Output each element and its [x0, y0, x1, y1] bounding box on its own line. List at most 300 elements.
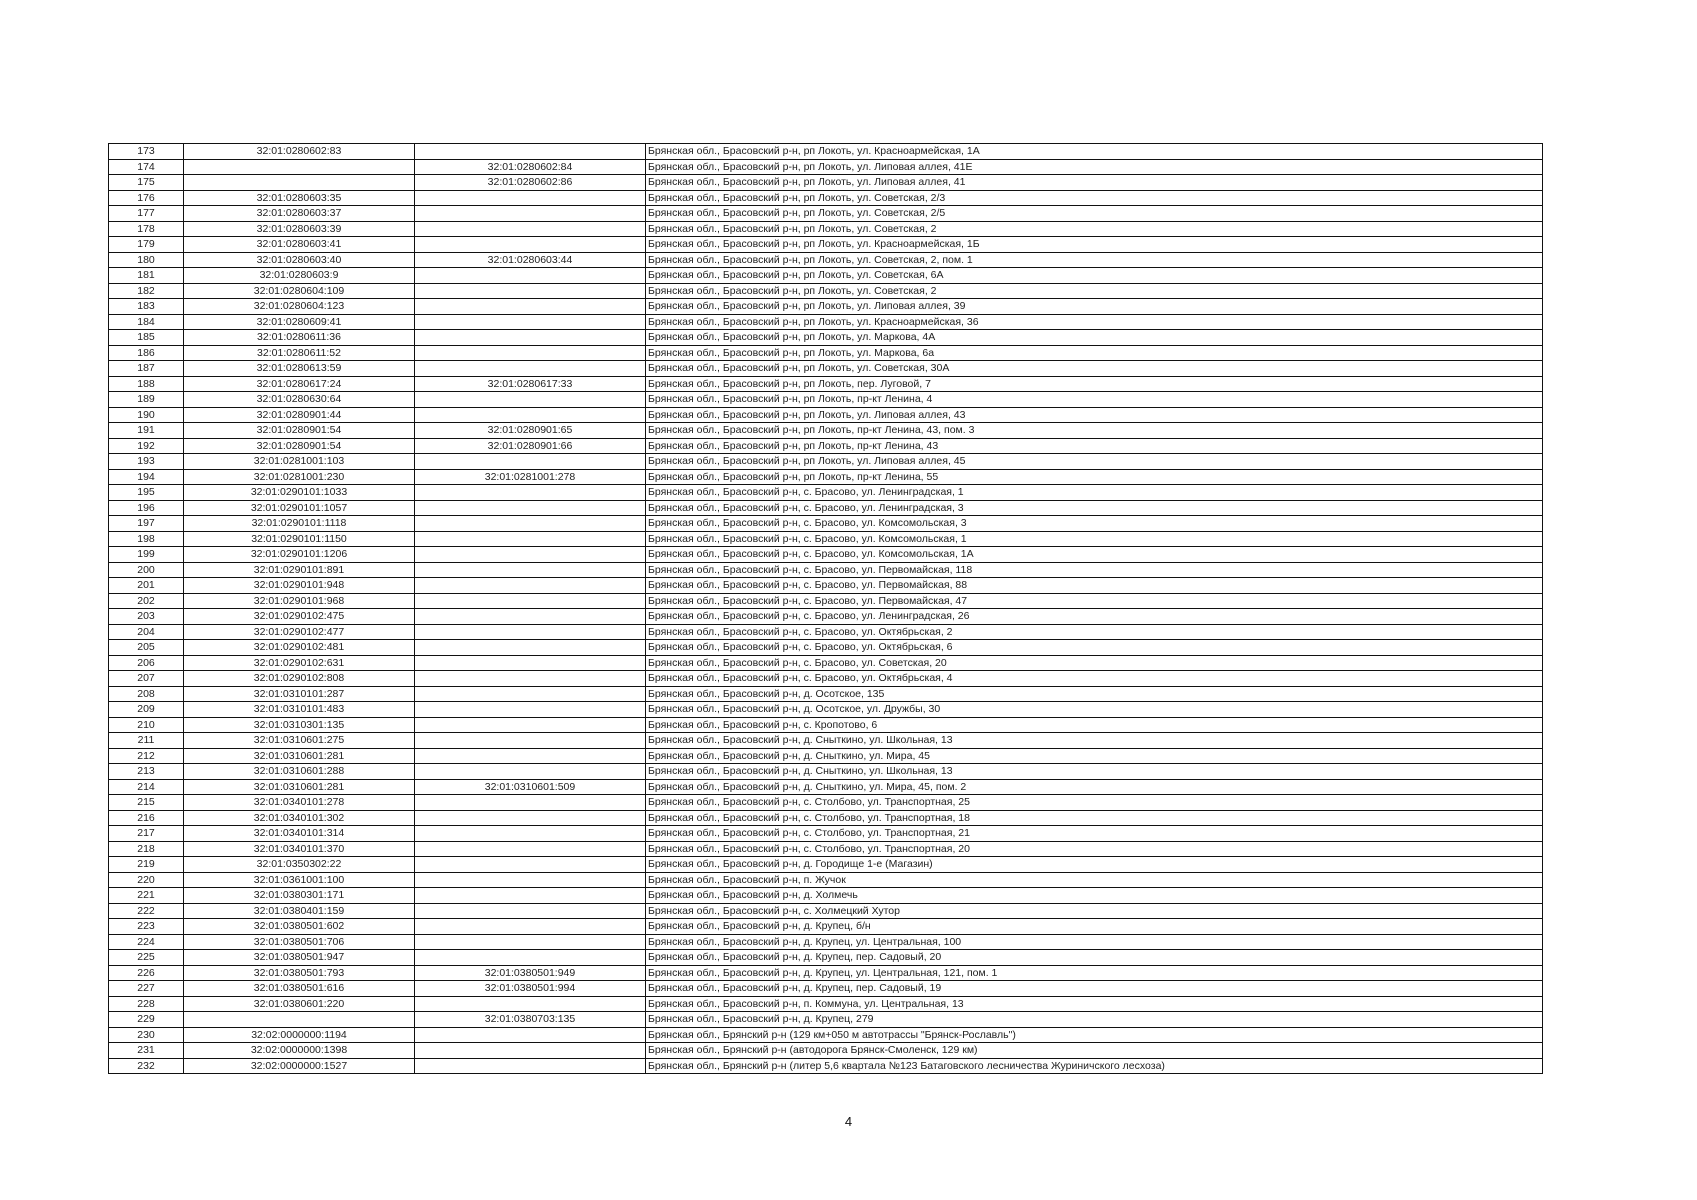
row-number-cell: 228 — [109, 996, 184, 1012]
cadastral-number-cell: 32:01:0340101:278 — [184, 795, 415, 811]
cadastral-number-cell: 32:01:0310101:287 — [184, 686, 415, 702]
address-cell: Брянская обл., Брасовский р-н, д. Крупец, пер. Садовый, 20 — [646, 950, 1543, 966]
cadastral-number-cell: 32:01:0340101:314 — [184, 826, 415, 842]
table-row — [109, 159, 1543, 175]
row-number-cell: 178 — [109, 221, 184, 237]
table-row — [109, 872, 1543, 888]
address-cell: Брянская обл., Брасовский р-н, рп Локоть, ул. Липовая аллея, 43 — [646, 407, 1543, 423]
address-cell: Брянская обл., Брасовский р-н, с. Брасово, ул. Ленинградская, 3 — [646, 500, 1543, 516]
premises-cadastral-number-cell — [415, 996, 646, 1012]
premises-cadastral-number-cell — [415, 1043, 646, 1059]
row-number-cell: 191 — [109, 423, 184, 439]
cadastral-number-cell: 32:01:0280602:83 — [184, 144, 415, 160]
address-cell: Брянская обл., Брасовский р-н, с. Брасово, ул. Первомайская, 47 — [646, 593, 1543, 609]
table-row — [109, 857, 1543, 873]
row-number-cell: 205 — [109, 640, 184, 656]
row-number-cell: 218 — [109, 841, 184, 857]
table-row — [109, 500, 1543, 516]
premises-cadastral-number-cell: 32:01:0380703:135 — [415, 1012, 646, 1028]
table-row — [109, 934, 1543, 950]
table-row — [109, 965, 1543, 981]
address-cell: Брянская обл., Брасовский р-н, рп Локоть, пр-кт Ленина, 4 — [646, 392, 1543, 408]
row-number-cell: 176 — [109, 190, 184, 206]
table-row — [109, 438, 1543, 454]
premises-cadastral-number-cell: 32:01:0281001:278 — [415, 469, 646, 485]
table-row — [109, 562, 1543, 578]
address-cell: Брянская обл., Брасовский р-н, с. Холмецкий Хутор — [646, 903, 1543, 919]
row-number-cell: 180 — [109, 252, 184, 268]
table-row — [109, 516, 1543, 532]
address-cell: Брянская обл., Брасовский р-н, д. Крупец, б/н — [646, 919, 1543, 935]
row-number-cell: 202 — [109, 593, 184, 609]
table-row — [109, 314, 1543, 330]
cadastral-number-cell: 32:01:0280604:123 — [184, 299, 415, 315]
table-row — [109, 609, 1543, 625]
premises-cadastral-number-cell — [415, 299, 646, 315]
premises-cadastral-number-cell — [415, 454, 646, 470]
premises-cadastral-number-cell — [415, 1058, 646, 1074]
cadastral-number-cell: 32:01:0290102:477 — [184, 624, 415, 640]
address-cell: Брянская обл., Брасовский р-н, с. Брасово, ул. Комсомольская, 1А — [646, 547, 1543, 563]
table-row — [109, 1058, 1543, 1074]
cadastral-number-cell: 32:01:0340101:302 — [184, 810, 415, 826]
table-row — [109, 392, 1543, 408]
row-number-cell: 177 — [109, 206, 184, 222]
address-cell: Брянская обл., Брасовский р-н, с. Брасово, ул. Ленинградская, 1 — [646, 485, 1543, 501]
address-cell: Брянская обл., Брасовский р-н, с. Столбово, ул. Транспортная, 25 — [646, 795, 1543, 811]
row-number-cell: 195 — [109, 485, 184, 501]
cadastral-number-cell: 32:01:0290101:1057 — [184, 500, 415, 516]
premises-cadastral-number-cell: 32:01:0280901:66 — [415, 438, 646, 454]
row-number-cell: 193 — [109, 454, 184, 470]
cadastral-number-cell: 32:01:0310601:275 — [184, 733, 415, 749]
row-number-cell: 208 — [109, 686, 184, 702]
row-number-cell: 209 — [109, 702, 184, 718]
row-number-cell: 196 — [109, 500, 184, 516]
address-cell: Брянская обл., Брасовский р-н, д. Крупец, 279 — [646, 1012, 1543, 1028]
cadastral-number-cell: 32:01:0290102:475 — [184, 609, 415, 625]
premises-cadastral-number-cell — [415, 531, 646, 547]
address-cell: Брянская обл., Брасовский р-н, д. Сныткино, ул. Мира, 45 — [646, 748, 1543, 764]
row-number-cell: 206 — [109, 655, 184, 671]
table-row — [109, 299, 1543, 315]
address-cell: Брянская обл., Брасовский р-н, рп Локоть, ул. Липовая аллея, 39 — [646, 299, 1543, 315]
table-row — [109, 640, 1543, 656]
premises-cadastral-number-cell — [415, 392, 646, 408]
row-number-cell: 198 — [109, 531, 184, 547]
table-row — [109, 361, 1543, 377]
table-row — [109, 469, 1543, 485]
table-row — [109, 531, 1543, 547]
table-row — [109, 733, 1543, 749]
premises-cadastral-number-cell — [415, 221, 646, 237]
row-number-cell: 226 — [109, 965, 184, 981]
table-row — [109, 237, 1543, 253]
row-number-cell: 212 — [109, 748, 184, 764]
table-row — [109, 748, 1543, 764]
premises-cadastral-number-cell — [415, 485, 646, 501]
cadastral-number-cell: 32:01:0280630:64 — [184, 392, 415, 408]
cadastral-number-cell: 32:01:0380501:706 — [184, 934, 415, 950]
premises-cadastral-number-cell — [415, 841, 646, 857]
cadastral-number-cell — [184, 1012, 415, 1028]
row-number-cell: 183 — [109, 299, 184, 315]
table-row — [109, 252, 1543, 268]
table-row — [109, 826, 1543, 842]
premises-cadastral-number-cell: 32:01:0380501:949 — [415, 965, 646, 981]
table-row — [109, 547, 1543, 563]
row-number-cell: 222 — [109, 903, 184, 919]
premises-cadastral-number-cell — [415, 547, 646, 563]
row-number-cell: 174 — [109, 159, 184, 175]
table-row — [109, 175, 1543, 191]
row-number-cell: 213 — [109, 764, 184, 780]
cadastral-number-cell: 32:02:0000000:1194 — [184, 1027, 415, 1043]
row-number-cell: 187 — [109, 361, 184, 377]
address-cell: Брянская обл., Брасовский р-н, д. Осотское, 135 — [646, 686, 1543, 702]
row-number-cell: 184 — [109, 314, 184, 330]
address-cell: Брянская обл., Брасовский р-н, рп Локоть, ул. Советская, 2/3 — [646, 190, 1543, 206]
premises-cadastral-number-cell — [415, 345, 646, 361]
row-number-cell: 229 — [109, 1012, 184, 1028]
cadastral-number-cell: 32:01:0340101:370 — [184, 841, 415, 857]
premises-cadastral-number-cell — [415, 810, 646, 826]
premises-cadastral-number-cell — [415, 1027, 646, 1043]
table-row — [109, 1012, 1543, 1028]
cadastral-number-cell: 32:01:0280611:52 — [184, 345, 415, 361]
address-cell: Брянская обл., Брасовский р-н, п. Коммуна, ул. Центральная, 13 — [646, 996, 1543, 1012]
row-number-cell: 186 — [109, 345, 184, 361]
address-cell: Брянская обл., Брасовский р-н, рп Локоть, ул. Красноармейская, 1Б — [646, 237, 1543, 253]
table-row — [109, 485, 1543, 501]
premises-cadastral-number-cell — [415, 934, 646, 950]
cadastral-number-cell: 32:01:0280901:54 — [184, 423, 415, 439]
cadastral-number-cell: 32:01:0380501:947 — [184, 950, 415, 966]
row-number-cell: 182 — [109, 283, 184, 299]
address-cell: Брянская обл., Брасовский р-н, рп Локоть, ул. Красноармейская, 36 — [646, 314, 1543, 330]
premises-cadastral-number-cell — [415, 950, 646, 966]
premises-cadastral-number-cell — [415, 314, 646, 330]
address-cell: Брянская обл., Брасовский р-н, с. Столбово, ул. Транспортная, 18 — [646, 810, 1543, 826]
address-cell: Брянская обл., Брасовский р-н, д. Сныткино, ул. Школьная, 13 — [646, 764, 1543, 780]
address-cell: Брянская обл., Брасовский р-н, с. Брасово, ул. Советская, 20 — [646, 655, 1543, 671]
row-number-cell: 200 — [109, 562, 184, 578]
table-row — [109, 206, 1543, 222]
address-cell: Брянская обл., Брасовский р-н, с. Брасово, ул. Октябрьская, 4 — [646, 671, 1543, 687]
row-number-cell: 216 — [109, 810, 184, 826]
premises-cadastral-number-cell — [415, 795, 646, 811]
address-cell: Брянская обл., Брасовский р-н, д. Осотское, ул. Дружбы, 30 — [646, 702, 1543, 718]
row-number-cell: 194 — [109, 469, 184, 485]
row-number-cell: 221 — [109, 888, 184, 904]
table-row — [109, 144, 1543, 160]
table-row — [109, 919, 1543, 935]
address-cell: Брянская обл., Брасовский р-н, с. Столбово, ул. Транспортная, 21 — [646, 826, 1543, 842]
address-cell: Брянская обл., Брасовский р-н, рп Локоть, ул. Советская, 2/5 — [646, 206, 1543, 222]
table-row — [109, 841, 1543, 857]
address-cell: Брянская обл., Брасовский р-н, рп Локоть, пр-кт Ленина, 43 — [646, 438, 1543, 454]
cadastral-number-cell: 32:01:0280604:109 — [184, 283, 415, 299]
premises-cadastral-number-cell — [415, 593, 646, 609]
address-cell: Брянская обл., Брасовский р-н, рп Локоть, ул. Маркова, 4А — [646, 330, 1543, 346]
cadastral-number-cell: 32:01:0290101:891 — [184, 562, 415, 578]
address-cell: Брянская обл., Брянский р-н (литер 5,6 квартала №123 Батаговского лесничества Журиничского лесхоза) — [646, 1058, 1543, 1074]
cadastral-number-cell: 32:01:0280603:37 — [184, 206, 415, 222]
premises-cadastral-number-cell: 32:01:0280602:86 — [415, 175, 646, 191]
table-row — [109, 1027, 1543, 1043]
cadastral-number-cell: 32:01:0290101:1206 — [184, 547, 415, 563]
cadastral-number-cell: 32:01:0280603:39 — [184, 221, 415, 237]
table-row — [109, 593, 1543, 609]
premises-cadastral-number-cell: 32:01:0280602:84 — [415, 159, 646, 175]
table-row — [109, 407, 1543, 423]
address-cell: Брянская обл., Брасовский р-н, с. Брасово, ул. Октябрьская, 2 — [646, 624, 1543, 640]
table-row — [109, 779, 1543, 795]
cadastral-number-cell: 32:01:0380401:159 — [184, 903, 415, 919]
table-row — [109, 345, 1543, 361]
cadastral-number-cell: 32:01:0380601:220 — [184, 996, 415, 1012]
address-cell: Брянская обл., Брасовский р-н, рп Локоть, ул. Маркова, 6а — [646, 345, 1543, 361]
address-cell: Брянская обл., Брасовский р-н, рп Локоть, пр-кт Ленина, 43, пом. 3 — [646, 423, 1543, 439]
cadastral-number-cell: 32:01:0380501:602 — [184, 919, 415, 935]
row-number-cell: 210 — [109, 717, 184, 733]
row-number-cell: 204 — [109, 624, 184, 640]
premises-cadastral-number-cell: 32:01:0280901:65 — [415, 423, 646, 439]
premises-cadastral-number-cell — [415, 624, 646, 640]
premises-cadastral-number-cell — [415, 330, 646, 346]
premises-cadastral-number-cell: 32:01:0380501:994 — [415, 981, 646, 997]
cadastral-number-cell: 32:01:0290102:808 — [184, 671, 415, 687]
premises-cadastral-number-cell — [415, 237, 646, 253]
table-row — [109, 981, 1543, 997]
address-cell: Брянская обл., Брянский р-н (129 км+050 м автотрассы "Брянск-Рославль") — [646, 1027, 1543, 1043]
row-number-cell: 185 — [109, 330, 184, 346]
row-number-cell: 227 — [109, 981, 184, 997]
table-row — [109, 454, 1543, 470]
premises-cadastral-number-cell — [415, 500, 646, 516]
property-registry-table — [108, 143, 1543, 1074]
premises-cadastral-number-cell — [415, 717, 646, 733]
premises-cadastral-number-cell — [415, 872, 646, 888]
address-cell: Брянская обл., Брасовский р-н, рп Локоть, пер. Луговой, 7 — [646, 376, 1543, 392]
premises-cadastral-number-cell — [415, 857, 646, 873]
cadastral-number-cell: 32:01:0290101:948 — [184, 578, 415, 594]
row-number-cell: 217 — [109, 826, 184, 842]
address-cell: Брянская обл., Брасовский р-н, д. Крупец, пер. Садовый, 19 — [646, 981, 1543, 997]
table-body — [109, 144, 1543, 1074]
cadastral-number-cell: 32:01:0350302:22 — [184, 857, 415, 873]
address-cell: Брянская обл., Брасовский р-н, рп Локоть, ул. Советская, 2 — [646, 283, 1543, 299]
row-number-cell: 175 — [109, 175, 184, 191]
premises-cadastral-number-cell — [415, 702, 646, 718]
premises-cadastral-number-cell — [415, 640, 646, 656]
table-row — [109, 1043, 1543, 1059]
cadastral-number-cell: 32:01:0281001:103 — [184, 454, 415, 470]
address-cell: Брянская обл., Брасовский р-н, рп Локоть, пр-кт Ленина, 55 — [646, 469, 1543, 485]
address-cell: Брянская обл., Брасовский р-н, рп Локоть, ул. Советская, 2 — [646, 221, 1543, 237]
row-number-cell: 203 — [109, 609, 184, 625]
address-cell: Брянская обл., Брасовский р-н, с. Брасово, ул. Первомайская, 118 — [646, 562, 1543, 578]
address-cell: Брянская обл., Брасовский р-н, д. Холмечь — [646, 888, 1543, 904]
cadastral-number-cell: 32:01:0290101:1033 — [184, 485, 415, 501]
cadastral-number-cell: 32:01:0280603:41 — [184, 237, 415, 253]
row-number-cell: 211 — [109, 733, 184, 749]
table-row — [109, 686, 1543, 702]
table-row — [109, 764, 1543, 780]
row-number-cell: 197 — [109, 516, 184, 532]
table-row — [109, 671, 1543, 687]
premises-cadastral-number-cell — [415, 609, 646, 625]
table-row — [109, 996, 1543, 1012]
cadastral-number-cell: 32:02:0000000:1527 — [184, 1058, 415, 1074]
row-number-cell: 179 — [109, 237, 184, 253]
cadastral-number-cell — [184, 175, 415, 191]
premises-cadastral-number-cell — [415, 686, 646, 702]
table-row — [109, 624, 1543, 640]
premises-cadastral-number-cell — [415, 826, 646, 842]
address-cell: Брянская обл., Брасовский р-н, рп Локоть, ул. Советская, 30А — [646, 361, 1543, 377]
row-number-cell: 192 — [109, 438, 184, 454]
cadastral-number-cell: 32:01:0290101:1118 — [184, 516, 415, 532]
document-page — [108, 143, 1542, 1074]
row-number-cell: 224 — [109, 934, 184, 950]
table-row — [109, 376, 1543, 392]
premises-cadastral-number-cell — [415, 283, 646, 299]
address-cell: Брянская обл., Брасовский р-н, с. Брасово, ул. Комсомольская, 3 — [646, 516, 1543, 532]
premises-cadastral-number-cell — [415, 733, 646, 749]
row-number-cell: 231 — [109, 1043, 184, 1059]
cadastral-number-cell: 32:01:0310601:281 — [184, 779, 415, 795]
cadastral-number-cell: 32:01:0280613:59 — [184, 361, 415, 377]
premises-cadastral-number-cell — [415, 578, 646, 594]
cadastral-number-cell: 32:01:0280609:41 — [184, 314, 415, 330]
cadastral-number-cell: 32:01:0380501:616 — [184, 981, 415, 997]
address-cell: Брянская обл., Брасовский р-н, рп Локоть, ул. Липовая аллея, 45 — [646, 454, 1543, 470]
row-number-cell: 189 — [109, 392, 184, 408]
cadastral-number-cell: 32:01:0380301:171 — [184, 888, 415, 904]
premises-cadastral-number-cell — [415, 655, 646, 671]
cadastral-number-cell: 32:01:0280617:24 — [184, 376, 415, 392]
cadastral-number-cell: 32:01:0290102:481 — [184, 640, 415, 656]
address-cell: Брянская обл., Брасовский р-н, рп Локоть, ул. Красноармейская, 1А — [646, 144, 1543, 160]
address-cell: Брянская обл., Брасовский р-н, д. Сныткино, ул. Мира, 45, пом. 2 — [646, 779, 1543, 795]
address-cell: Брянская обл., Брасовский р-н, с. Брасово, ул. Комсомольская, 1 — [646, 531, 1543, 547]
premises-cadastral-number-cell — [415, 144, 646, 160]
premises-cadastral-number-cell: 32:01:0280617:33 — [415, 376, 646, 392]
address-cell: Брянская обл., Брасовский р-н, с. Кропотово, 6 — [646, 717, 1543, 733]
row-number-cell: 225 — [109, 950, 184, 966]
address-cell: Брянская обл., Брасовский р-н, с. Брасово, ул. Первомайская, 88 — [646, 578, 1543, 594]
page-number: 4 — [844, 1114, 853, 1129]
address-cell: Брянская обл., Брасовский р-н, с. Столбово, ул. Транспортная, 20 — [646, 841, 1543, 857]
address-cell: Брянская обл., Брасовский р-н, с. Брасово, ул. Ленинградская, 26 — [646, 609, 1543, 625]
address-cell: Брянская обл., Брасовский р-н, рп Локоть, ул. Липовая аллея, 41 — [646, 175, 1543, 191]
cadastral-number-cell: 32:01:0290102:631 — [184, 655, 415, 671]
table-row — [109, 810, 1543, 826]
address-cell: Брянская обл., Брасовский р-н, рп Локоть, ул. Липовая аллея, 41Е — [646, 159, 1543, 175]
premises-cadastral-number-cell — [415, 903, 646, 919]
cadastral-number-cell: 32:01:0280603:35 — [184, 190, 415, 206]
premises-cadastral-number-cell — [415, 361, 646, 377]
cadastral-number-cell: 32:01:0310301:135 — [184, 717, 415, 733]
row-number-cell: 214 — [109, 779, 184, 795]
premises-cadastral-number-cell — [415, 748, 646, 764]
cadastral-number-cell: 32:01:0280603:9 — [184, 268, 415, 284]
cadastral-number-cell: 32:01:0290101:968 — [184, 593, 415, 609]
address-cell: Брянская обл., Брасовский р-н, д. Сныткино, ул. Школьная, 13 — [646, 733, 1543, 749]
cadastral-number-cell: 32:01:0380501:793 — [184, 965, 415, 981]
table-row — [109, 578, 1543, 594]
premises-cadastral-number-cell: 32:01:0280603:44 — [415, 252, 646, 268]
cadastral-number-cell: 32:01:0280901:44 — [184, 407, 415, 423]
premises-cadastral-number-cell — [415, 562, 646, 578]
row-number-cell: 220 — [109, 872, 184, 888]
table-row — [109, 221, 1543, 237]
row-number-cell: 230 — [109, 1027, 184, 1043]
row-number-cell: 232 — [109, 1058, 184, 1074]
cadastral-number-cell: 32:01:0310601:288 — [184, 764, 415, 780]
premises-cadastral-number-cell — [415, 268, 646, 284]
table-row — [109, 903, 1543, 919]
row-number-cell: 190 — [109, 407, 184, 423]
table-row — [109, 190, 1543, 206]
table-row — [109, 702, 1543, 718]
row-number-cell: 219 — [109, 857, 184, 873]
table-row — [109, 950, 1543, 966]
cadastral-number-cell: 32:01:0281001:230 — [184, 469, 415, 485]
address-cell: Брянская обл., Брасовский р-н, рп Локоть, ул. Советская, 2, пом. 1 — [646, 252, 1543, 268]
cadastral-number-cell: 32:01:0361001:100 — [184, 872, 415, 888]
row-number-cell: 188 — [109, 376, 184, 392]
cadastral-number-cell: 32:01:0310601:281 — [184, 748, 415, 764]
table-row — [109, 330, 1543, 346]
table-row — [109, 283, 1543, 299]
table-row — [109, 423, 1543, 439]
row-number-cell: 173 — [109, 144, 184, 160]
address-cell: Брянская обл., Брасовский р-н, с. Брасово, ул. Октябрьская, 6 — [646, 640, 1543, 656]
cadastral-number-cell: 32:01:0290101:1150 — [184, 531, 415, 547]
address-cell: Брянская обл., Брянский р-н (автодорога Брянск-Смоленск, 129 км) — [646, 1043, 1543, 1059]
cadastral-number-cell: 32:01:0280603:40 — [184, 252, 415, 268]
cadastral-number-cell: 32:01:0310101:483 — [184, 702, 415, 718]
address-cell: Брянская обл., Брасовский р-н, п. Жучок — [646, 872, 1543, 888]
table-row — [109, 268, 1543, 284]
address-cell: Брянская обл., Брасовский р-н, д. Крупец, ул. Центральная, 121, пом. 1 — [646, 965, 1543, 981]
row-number-cell: 181 — [109, 268, 184, 284]
premises-cadastral-number-cell — [415, 516, 646, 532]
premises-cadastral-number-cell — [415, 206, 646, 222]
address-cell: Брянская обл., Брасовский р-н, рп Локоть, ул. Советская, 6А — [646, 268, 1543, 284]
cadastral-number-cell — [184, 159, 415, 175]
premises-cadastral-number-cell — [415, 190, 646, 206]
table-row — [109, 717, 1543, 733]
row-number-cell: 199 — [109, 547, 184, 563]
cadastral-number-cell: 32:02:0000000:1398 — [184, 1043, 415, 1059]
cadastral-number-cell: 32:01:0280611:36 — [184, 330, 415, 346]
address-cell: Брянская обл., Брасовский р-н, д. Крупец, ул. Центральная, 100 — [646, 934, 1543, 950]
premises-cadastral-number-cell — [415, 919, 646, 935]
table-row — [109, 795, 1543, 811]
table-row — [109, 888, 1543, 904]
premises-cadastral-number-cell — [415, 407, 646, 423]
cadastral-number-cell: 32:01:0280901:54 — [184, 438, 415, 454]
row-number-cell: 207 — [109, 671, 184, 687]
premises-cadastral-number-cell: 32:01:0310601:509 — [415, 779, 646, 795]
row-number-cell: 223 — [109, 919, 184, 935]
row-number-cell: 201 — [109, 578, 184, 594]
table-row — [109, 655, 1543, 671]
row-number-cell: 215 — [109, 795, 184, 811]
